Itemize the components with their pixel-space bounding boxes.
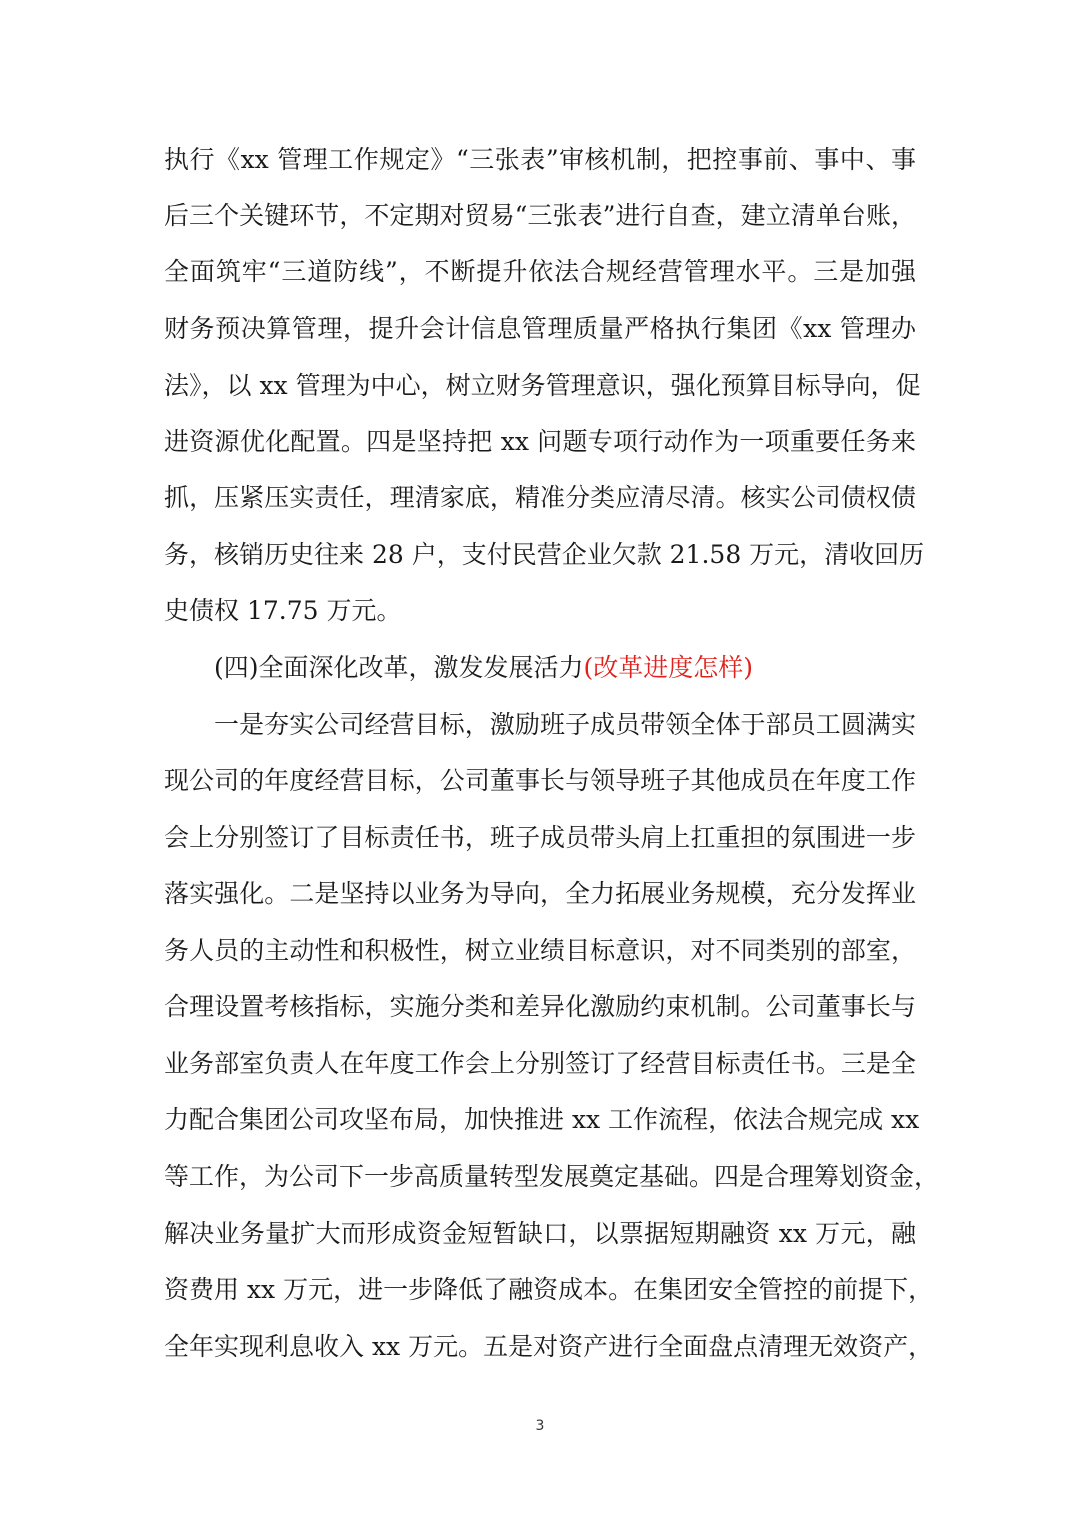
- page-number: 3: [535, 1418, 545, 1434]
- section-heading-text: (四)全面深化改革，激发发展活力: [214, 653, 584, 682]
- text-line: 抓，压紧压实责任，理清家底，精准分类应清尽清。核实公司债权债: [164, 483, 916, 512]
- text-line: 进资源优化配置。四是坚持把 xx 问题专项行动作为一项重要任务来: [164, 427, 916, 456]
- text-line: 执行《xx 管理工作规定》“三张表”审核机制，把控事前、事中、事: [164, 145, 916, 174]
- text-line: 等工作，为公司下一步高质量转型发展奠定基础。四是合理筹划资金，: [164, 1162, 940, 1191]
- text-line: 解决业务量扩大而形成资金短暂缺口，以票据短期融资 xx 万元，融: [164, 1219, 916, 1248]
- text-line: 资费用 xx 万元，进一步降低了融资成本。在集团安全管控的前提下，: [164, 1275, 934, 1304]
- text-line: 落实强化。二是坚持以业务为导向，全力拓展业务规模，充分发挥业: [164, 879, 916, 908]
- text-line: 史债权 17.75 万元。: [164, 596, 402, 625]
- text-line: 一是夯实公司经营目标，激励班子成员带领全体于部员工圆满实: [214, 710, 916, 739]
- text-line: 务人员的主动性和积极性，树立业绩目标意识，对不同类别的部室，: [164, 936, 916, 965]
- text-line: 后三个关键环节，不定期对贸易“三张表”进行自查，建立清单台账，: [164, 201, 916, 230]
- text-line: 会上分别签订了目标责任书，班子成员带头肩上扛重担的氛围进一步: [164, 823, 916, 852]
- section-heading-note: (改革进度怎样): [583, 653, 754, 682]
- text-line: 全年实现利息收入 xx 万元。五是对资产进行全面盘点清理无效资产，: [164, 1332, 934, 1361]
- text-line: 全面筑牢“三道防线”，不断提升依法合规经营管理水平。三是加强: [164, 257, 916, 286]
- section-heading: [214, 648, 916, 688]
- text-line: 业务部室负责人在年度工作会上分别签订了经营目标责任书。三是全: [164, 1049, 916, 1078]
- text-line: 财务预决算管理，提升会计信息管理质量严格执行集团《xx 管理办: [164, 314, 916, 343]
- text-line: 务，核销历史往来 28 户，支付民营企业欠款 21.58 万元，清收回历: [164, 540, 925, 569]
- text-line: 法》，以 xx 管理为中心，树立财务管理意识，强化预算目标导向，促: [164, 371, 921, 400]
- text-line: 合理设置考核指标，实施分类和差异化激励约束机制。公司董事长与: [164, 992, 916, 1021]
- text-line: 现公司的年度经营目标，公司董事长与领导班子其他成员在年度工作: [164, 766, 916, 795]
- text-line: 力配合集团公司攻坚布局，加快推进 xx 工作流程，依法合规完成 xx: [164, 1105, 920, 1134]
